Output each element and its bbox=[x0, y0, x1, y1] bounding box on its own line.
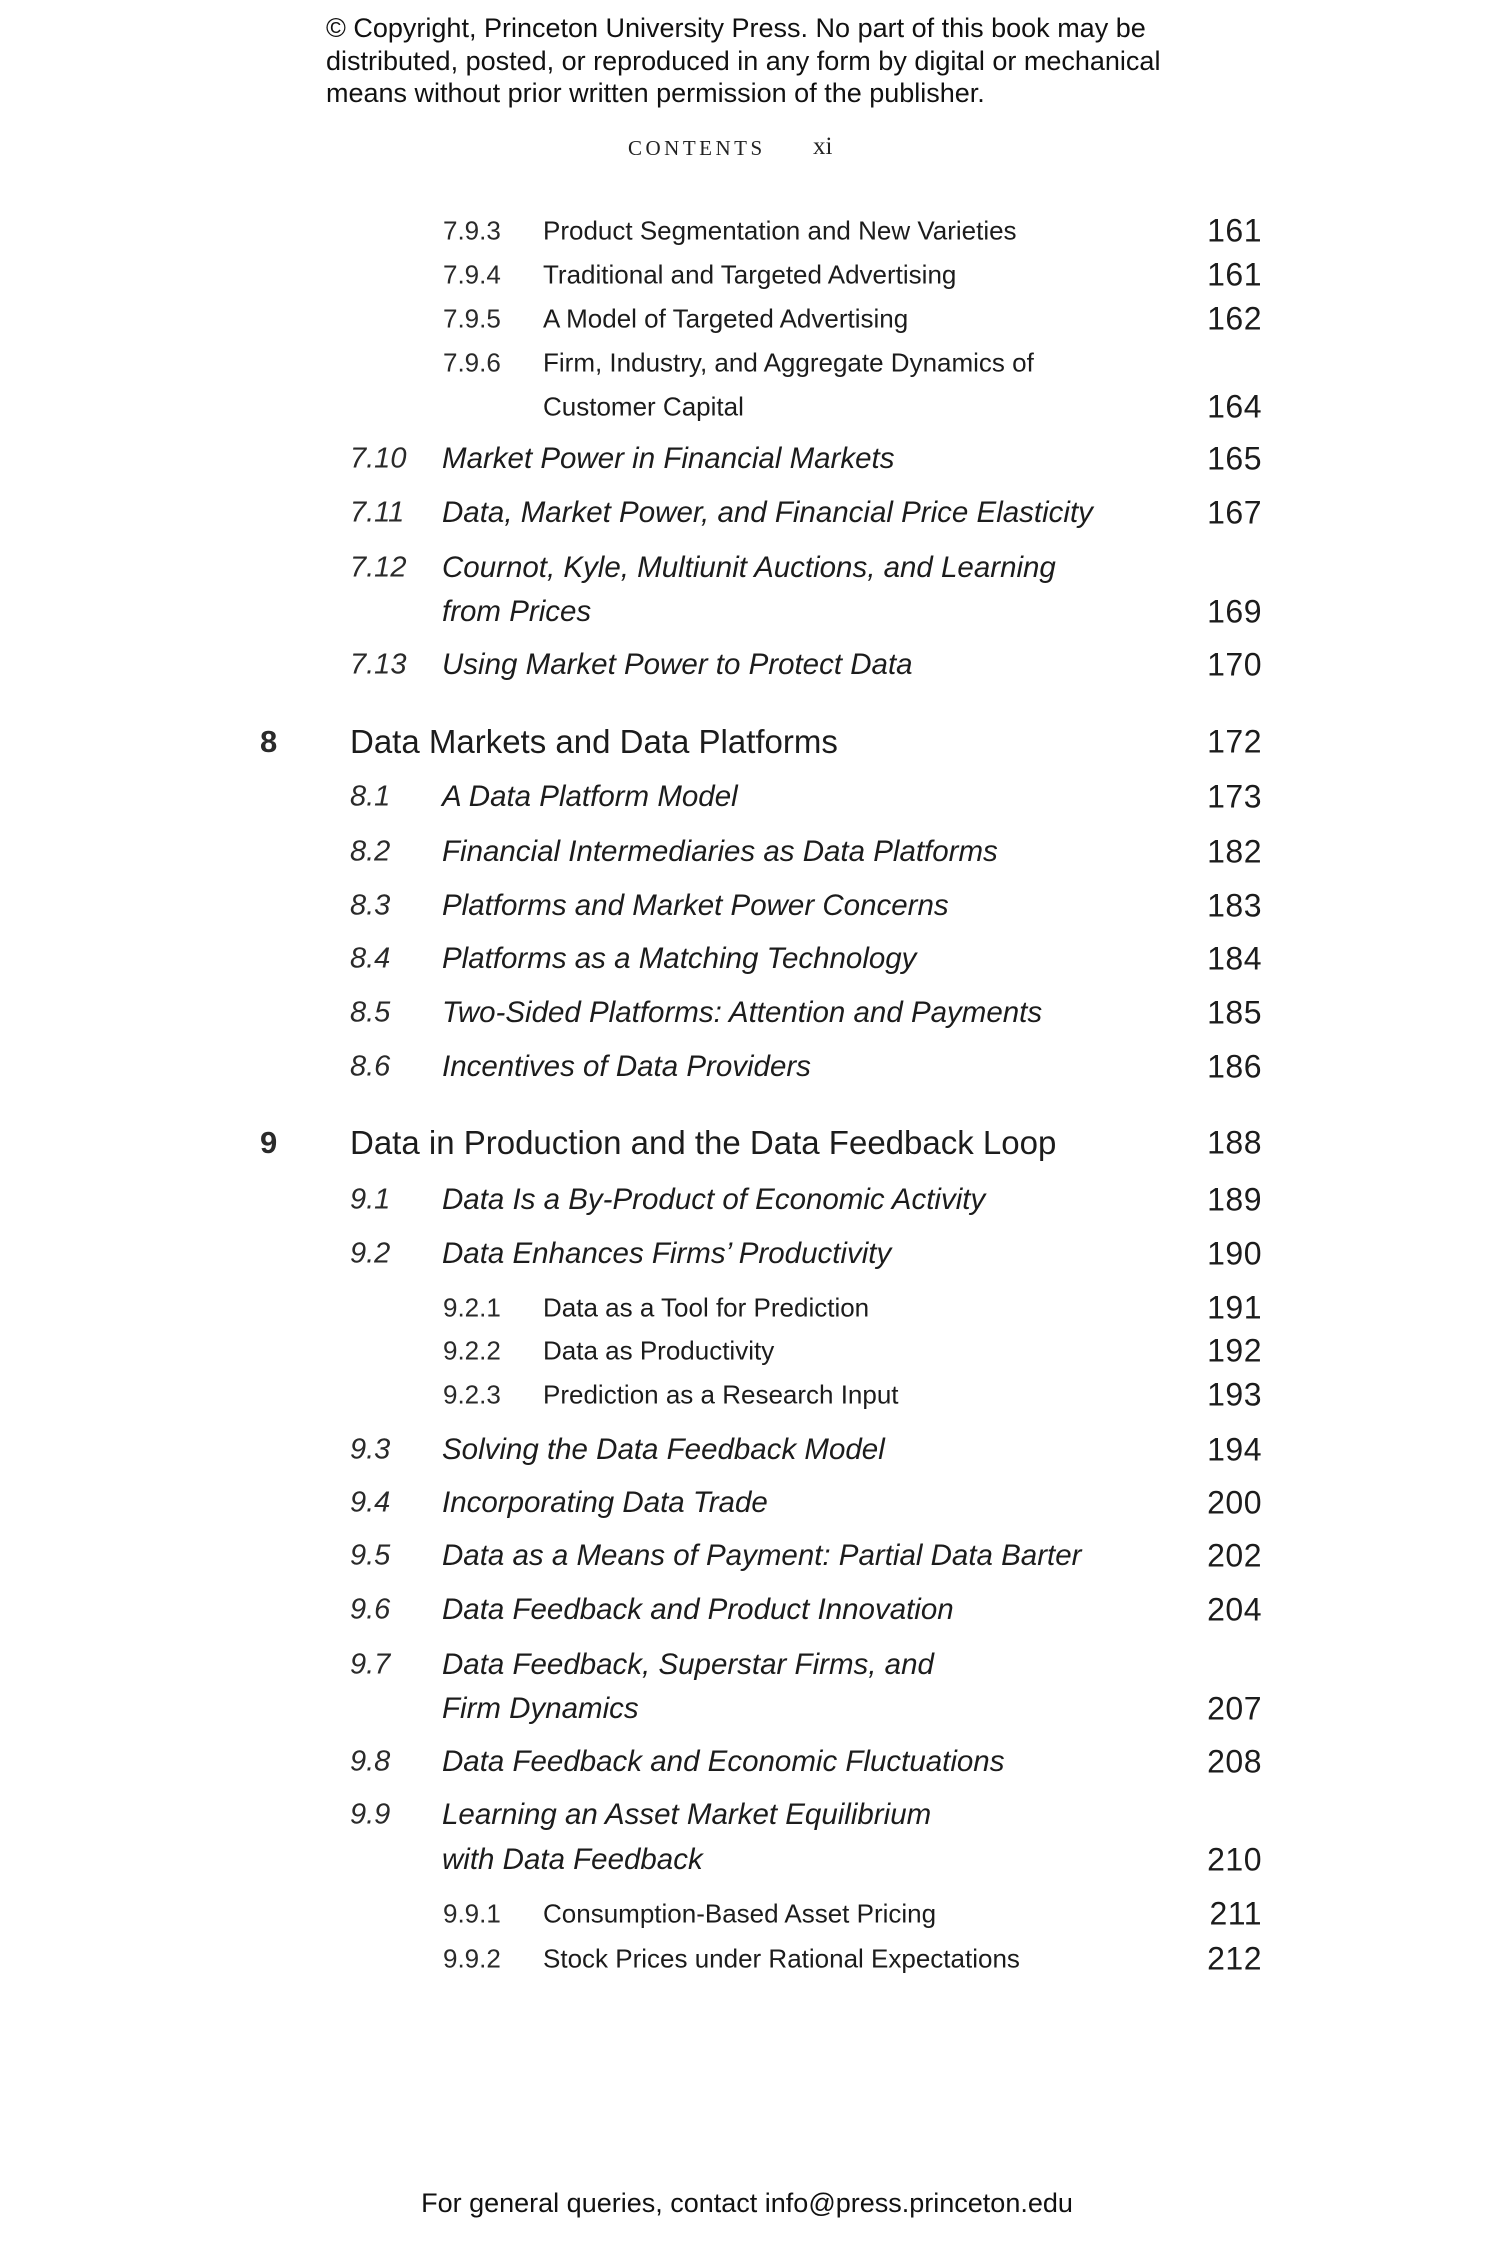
toc-entry-page: 193 bbox=[1207, 1376, 1262, 1413]
toc-entry-page: 212 bbox=[1207, 1940, 1262, 1977]
toc-entry-number: 7.9.4 bbox=[443, 259, 501, 290]
toc-entry-section[interactable] bbox=[0, 1178, 1500, 1222]
toc-entry-title: Data Feedback, Superstar Firms, and bbox=[442, 1648, 934, 1681]
toc-entry-section[interactable] bbox=[0, 937, 1500, 981]
toc-entry-section[interactable] bbox=[0, 643, 1500, 687]
toc-entry-number: 7.9.3 bbox=[443, 215, 501, 246]
toc-entry-page: 211 bbox=[1209, 1895, 1262, 1932]
copyright-line: © Copyright, Princeton University Press. No part of this book may be bbox=[326, 13, 1146, 43]
toc-entry-section[interactable] bbox=[0, 1428, 1500, 1472]
toc-entry-title: Prediction as a Research Input bbox=[543, 1379, 899, 1410]
toc-entry-section[interactable] bbox=[0, 1740, 1500, 1784]
toc-entry-page: 204 bbox=[1207, 1591, 1262, 1628]
toc-entry-section[interactable] bbox=[0, 546, 1500, 590]
toc-entry-chapter[interactable] bbox=[0, 1121, 1500, 1165]
toc-entry-section[interactable] bbox=[0, 991, 1500, 1035]
toc-entry-number: 9.9 bbox=[350, 1798, 391, 1831]
toc-entry-page: 170 bbox=[1207, 646, 1262, 683]
toc-entry-title: Market Power in Financial Markets bbox=[442, 442, 895, 475]
toc-entry-number: 9.2.2 bbox=[443, 1335, 501, 1366]
toc-entry-section[interactable] bbox=[0, 1232, 1500, 1276]
toc-entry-section[interactable] bbox=[0, 830, 1500, 874]
toc-entry-cont-section[interactable] bbox=[0, 1838, 1500, 1882]
toc-entry-page: 164 bbox=[1207, 388, 1262, 425]
toc-entry-subsection[interactable] bbox=[0, 297, 1500, 341]
toc-entry-number: 8 bbox=[260, 724, 278, 759]
toc-entry-page: 184 bbox=[1207, 940, 1262, 977]
toc-entry-title: Data Is a By-Product of Economic Activity bbox=[442, 1183, 986, 1216]
toc-entry-number: 7.13 bbox=[350, 648, 407, 681]
toc-entry-section[interactable] bbox=[0, 491, 1500, 535]
toc-entry-chapter[interactable] bbox=[0, 720, 1500, 764]
toc-entry-subsection[interactable] bbox=[0, 209, 1500, 253]
toc-entry-page: 182 bbox=[1207, 833, 1262, 870]
toc-entry-section[interactable] bbox=[0, 1793, 1500, 1837]
toc-entry-subsection[interactable] bbox=[0, 1373, 1500, 1417]
toc-entry-title: Firm Dynamics bbox=[442, 1692, 639, 1725]
footer-contact bbox=[0, 2188, 1500, 2219]
toc-entry-subsection[interactable] bbox=[0, 1937, 1500, 1981]
footer-text: For general queries, contact info@press.princeton.edu bbox=[421, 2188, 1073, 2218]
toc-entry-title: Data as a Tool for Prediction bbox=[543, 1292, 870, 1323]
toc-entry-title: Customer Capital bbox=[543, 391, 744, 422]
toc-entry-number: 8.1 bbox=[350, 780, 391, 813]
toc-entry-title: Solving the Data Feedback Model bbox=[442, 1433, 885, 1466]
toc-entry-page: 186 bbox=[1207, 1048, 1262, 1085]
toc-entry-section[interactable] bbox=[0, 1045, 1500, 1089]
toc-entry-number: 9.6 bbox=[350, 1593, 391, 1626]
toc-entry-page: 194 bbox=[1207, 1431, 1262, 1468]
toc-entry-page: 162 bbox=[1207, 300, 1262, 337]
toc-entry-page: 208 bbox=[1207, 1743, 1262, 1780]
toc-entry-page: 172 bbox=[1207, 723, 1262, 760]
toc-entry-section[interactable] bbox=[0, 1534, 1500, 1578]
toc-entry-title: Platforms and Market Power Concerns bbox=[442, 889, 949, 922]
toc-entry-number: 9.2.1 bbox=[443, 1292, 501, 1323]
toc-entry-title: Consumption-Based Asset Pricing bbox=[543, 1898, 937, 1929]
toc-entry-number: 9.2 bbox=[350, 1237, 391, 1270]
toc-entry-title: Data in Production and the Data Feedback Loop bbox=[350, 1124, 1057, 1161]
toc-entry-cont-section[interactable] bbox=[0, 1687, 1500, 1731]
toc-entry-page: 188 bbox=[1207, 1124, 1262, 1161]
toc-entry-page: 202 bbox=[1207, 1537, 1262, 1574]
toc-entry-number: 8.2 bbox=[350, 835, 391, 868]
toc-entry-number: 7.12 bbox=[350, 551, 407, 584]
toc-entry-title: Data as Productivity bbox=[543, 1335, 775, 1366]
toc-entry-title: Data Feedback and Product Innovation bbox=[442, 1593, 954, 1626]
toc-entry-section[interactable] bbox=[0, 775, 1500, 819]
toc-entry-page: 189 bbox=[1207, 1181, 1262, 1218]
toc-entry-page: 185 bbox=[1207, 994, 1262, 1031]
toc-entry-subsection[interactable] bbox=[0, 1329, 1500, 1373]
toc-entry-title: Product Segmentation and New Varieties bbox=[543, 215, 1017, 246]
toc-entry-cont-subsection[interactable] bbox=[0, 385, 1500, 429]
toc-entry-number: 9.4 bbox=[350, 1486, 391, 1519]
toc-entry-title: Data Enhances Firms’ Productivity bbox=[442, 1237, 892, 1270]
toc-entry-number: 8.5 bbox=[350, 996, 391, 1029]
toc-entry-number: 9 bbox=[260, 1125, 278, 1160]
toc-entry-title: Platforms as a Matching Technology bbox=[442, 942, 917, 975]
toc-entry-subsection[interactable] bbox=[0, 1892, 1500, 1936]
running-head-title: CONTENTS bbox=[628, 136, 766, 160]
toc-entry-number: 9.8 bbox=[350, 1745, 391, 1778]
toc-entry-cont-section[interactable] bbox=[0, 590, 1500, 634]
toc-entry-title: Using Market Power to Protect Data bbox=[442, 648, 913, 681]
toc-entry-title: Learning an Asset Market Equilibrium bbox=[442, 1798, 932, 1831]
toc-entry-number: 7.9.5 bbox=[443, 303, 501, 334]
toc-entry-number: 9.9.1 bbox=[443, 1898, 501, 1929]
toc-entry-number: 9.9.2 bbox=[443, 1943, 501, 1974]
toc-entry-subsection[interactable] bbox=[0, 253, 1500, 297]
toc-entry-subsection[interactable] bbox=[0, 341, 1500, 385]
toc-entry-title: Data Markets and Data Platforms bbox=[350, 723, 838, 760]
toc-entry-title: Stock Prices under Rational Expectations bbox=[543, 1943, 1020, 1974]
toc-entry-section[interactable] bbox=[0, 437, 1500, 481]
toc-entry-number: 8.6 bbox=[350, 1050, 391, 1083]
toc-entry-number: 7.10 bbox=[350, 442, 407, 475]
toc-entry-section[interactable] bbox=[0, 1643, 1500, 1687]
toc-entry-number: 9.2.3 bbox=[443, 1379, 501, 1410]
toc-entry-number: 9.1 bbox=[350, 1183, 391, 1216]
toc-entry-page: 161 bbox=[1207, 212, 1262, 249]
toc-entry-title: Data, Market Power, and Financial Price Elasticity bbox=[442, 496, 1093, 529]
toc-entry-title: Data as a Means of Payment: Partial Data Barter bbox=[442, 1539, 1082, 1572]
toc-entry-title: Incorporating Data Trade bbox=[442, 1486, 768, 1519]
toc-entry-title: with Data Feedback bbox=[442, 1843, 703, 1876]
toc-entry-section[interactable] bbox=[0, 884, 1500, 928]
toc-entry-page: 190 bbox=[1207, 1235, 1262, 1272]
toc-entry-section[interactable] bbox=[0, 1588, 1500, 1632]
toc-entry-page: 167 bbox=[1207, 494, 1262, 531]
toc-entry-title: A Model of Targeted Advertising bbox=[543, 303, 909, 334]
copyright-line: distributed, posted, or reproduced in any form by digital or mechanical bbox=[326, 45, 1161, 76]
toc-entry-number: 7.11 bbox=[350, 496, 405, 529]
toc-entry-number: 8.4 bbox=[350, 942, 391, 975]
toc-entry-subsection[interactable] bbox=[0, 1286, 1500, 1330]
toc-entry-page: 192 bbox=[1207, 1332, 1262, 1369]
toc-entry-page: 207 bbox=[1207, 1690, 1262, 1727]
toc-entry-title: Data Feedback and Economic Fluctuations bbox=[442, 1745, 1005, 1778]
toc-entry-page: 183 bbox=[1207, 887, 1262, 924]
toc-entry-number: 9.3 bbox=[350, 1433, 391, 1466]
toc-entry-number: 9.5 bbox=[350, 1539, 391, 1572]
toc-entry-page: 173 bbox=[1207, 778, 1262, 815]
toc-entry-number: 9.7 bbox=[350, 1648, 391, 1681]
toc-entry-title: Cournot, Kyle, Multiunit Auctions, and Learning bbox=[442, 551, 1056, 584]
toc-entry-title: Traditional and Targeted Advertising bbox=[543, 259, 957, 290]
toc-entry-page: 169 bbox=[1207, 593, 1262, 630]
toc-entry-title: A Data Platform Model bbox=[442, 780, 738, 813]
toc-entry-title: Incentives of Data Providers bbox=[442, 1050, 811, 1083]
toc-entry-title: Two-Sided Platforms: Attention and Payments bbox=[442, 996, 1043, 1029]
copyright-line: means without prior written permission of the publisher. bbox=[326, 78, 985, 108]
toc-entry-page: 191 bbox=[1207, 1289, 1262, 1326]
toc-entry-page: 210 bbox=[1207, 1841, 1262, 1878]
toc-entry-title: Firm, Industry, and Aggregate Dynamics of bbox=[543, 347, 1034, 378]
toc-entry-title: Financial Intermediaries as Data Platforms bbox=[442, 835, 998, 868]
toc-entry-page: 161 bbox=[1207, 256, 1262, 293]
toc-entry-number: 7.9.6 bbox=[443, 347, 501, 378]
toc-entry-title: from Prices bbox=[442, 595, 592, 628]
toc-entry-page: 165 bbox=[1207, 440, 1262, 477]
running-head-page-number: xi bbox=[813, 133, 833, 160]
toc-entry-page: 200 bbox=[1207, 1484, 1262, 1521]
toc-entry-number: 8.3 bbox=[350, 889, 391, 922]
toc-entry-section[interactable] bbox=[0, 1481, 1500, 1525]
